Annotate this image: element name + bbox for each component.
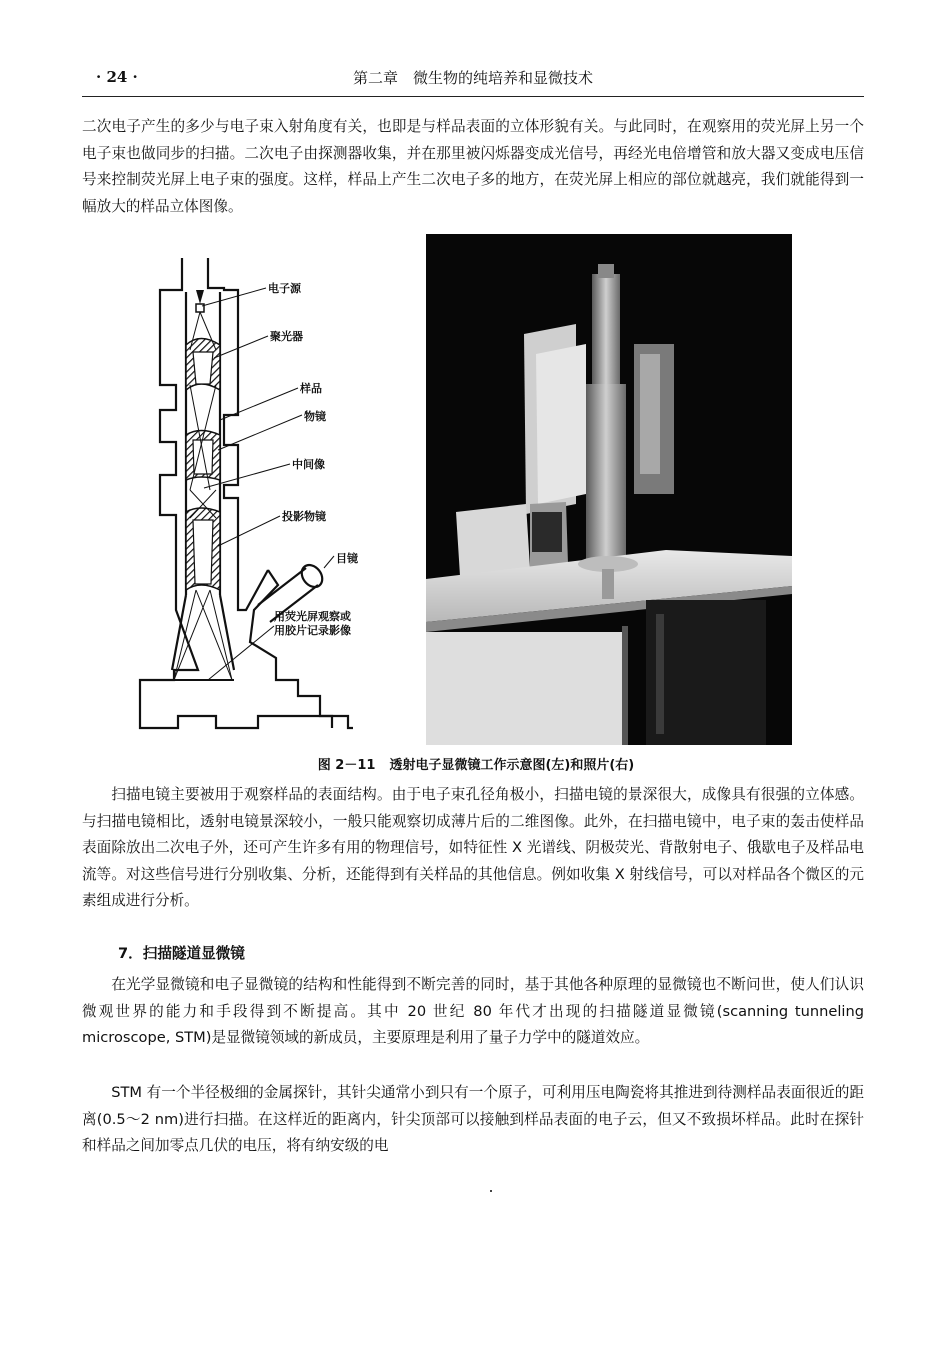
- label-projector-lens: 投影物镜: [282, 510, 326, 523]
- header-rule: [82, 96, 864, 97]
- page-header: [82, 62, 864, 92]
- stray-mark: [490, 1190, 492, 1192]
- label-screen-line2: 用胶片记录影像: [274, 624, 351, 637]
- paragraph-secondary-electrons: 二次电子产生的多少与电子束入射角度有关，也即是与样品表面的立体形貌有关。与此同时，在观察用的荧光屏上另一个电子束也做同步的扫描。二次电子由探测器收集，并在那里被闪烁器变成光信号，再经光电倍增管和放大器又变成电压信号来控制荧光屏上电子束的强度。这样，样品上产生二次电子多的地方，在荧光屏上相应的部位就越亮，我们就能得到一幅放大的样品立体图像。: [82, 118, 864, 215]
- label-electron-source: 电子源: [268, 282, 301, 295]
- tem-schematic-diagram: [138, 250, 400, 730]
- label-objective: 物镜: [304, 410, 326, 423]
- paragraph-sem-applications: 扫描电镜主要被用于观察样品的表面结构。由于电子束孔径角极小，扫描电镜的景深很大，成像具有很强的立体感。与扫描电镜相比，透射电镜景深较小，一般只能观察切成薄片后的二维图像。此外，在扫描电镜中，电子束的轰击使样品表面除放出二次电子外，还可产生许多有用的物理信号，如特征性 X 光谱线、阴极荧光、背散射电子、俄歇电子及样品电流等。对这些信号进行分别收集、分析，还能得到有关样品的其他信息。例如收集 X 射线信号，可以对样品各个微区的元素组成进行分析。: [82, 786, 864, 909]
- label-intermediate-image: 中间像: [292, 458, 325, 471]
- label-condenser: 聚光器: [270, 330, 303, 343]
- label-sample: 样品: [300, 382, 322, 395]
- paragraph-stm-intro: 在光学显微镜和电子显微镜的结构和性能得到不断完善的同时，基于其他各种原理的显微镜也不断问世，使人们认识微观世界的能力和手段得到不断提高。其中 20 世纪 80 年代才出现的扫描隧道显微镜(scanning tunneling microscope, STM)是显微镜领域的新成员，主要原理是利用了量子力学中的隧道效应。: [82, 976, 864, 1046]
- figure-caption: [0, 754, 952, 773]
- section-heading-stm: 7．扫描隧道显微镜: [118, 945, 245, 962]
- page-number: · 24 ·: [96, 68, 138, 86]
- label-eyepiece: 目镜: [336, 552, 358, 565]
- tem-photograph: [426, 234, 792, 745]
- paragraph-stm-probe: STM 有一个半径极细的金属探针，其针尖通常小到只有一个原子，可利用压电陶瓷将其推进到待测样品表面很近的距离(0.5～2 nm)进行扫描。在这样近的距离内，针尖顶部可以接触到样品表面的电子云，但又不致损坏样品。此时在探针和样品之间加零点几伏的电压，将有纳安级的电: [82, 1084, 864, 1154]
- figure-caption-text: 透射电子显微镜工作示意图(左)和照片(右): [389, 758, 635, 773]
- figure-number: 图 2－11: [317, 758, 376, 773]
- running-title: 第二章 微生物的纯培养和显微技术: [352, 69, 593, 87]
- label-screen-line1: 用荧光屏观察或: [274, 610, 351, 623]
